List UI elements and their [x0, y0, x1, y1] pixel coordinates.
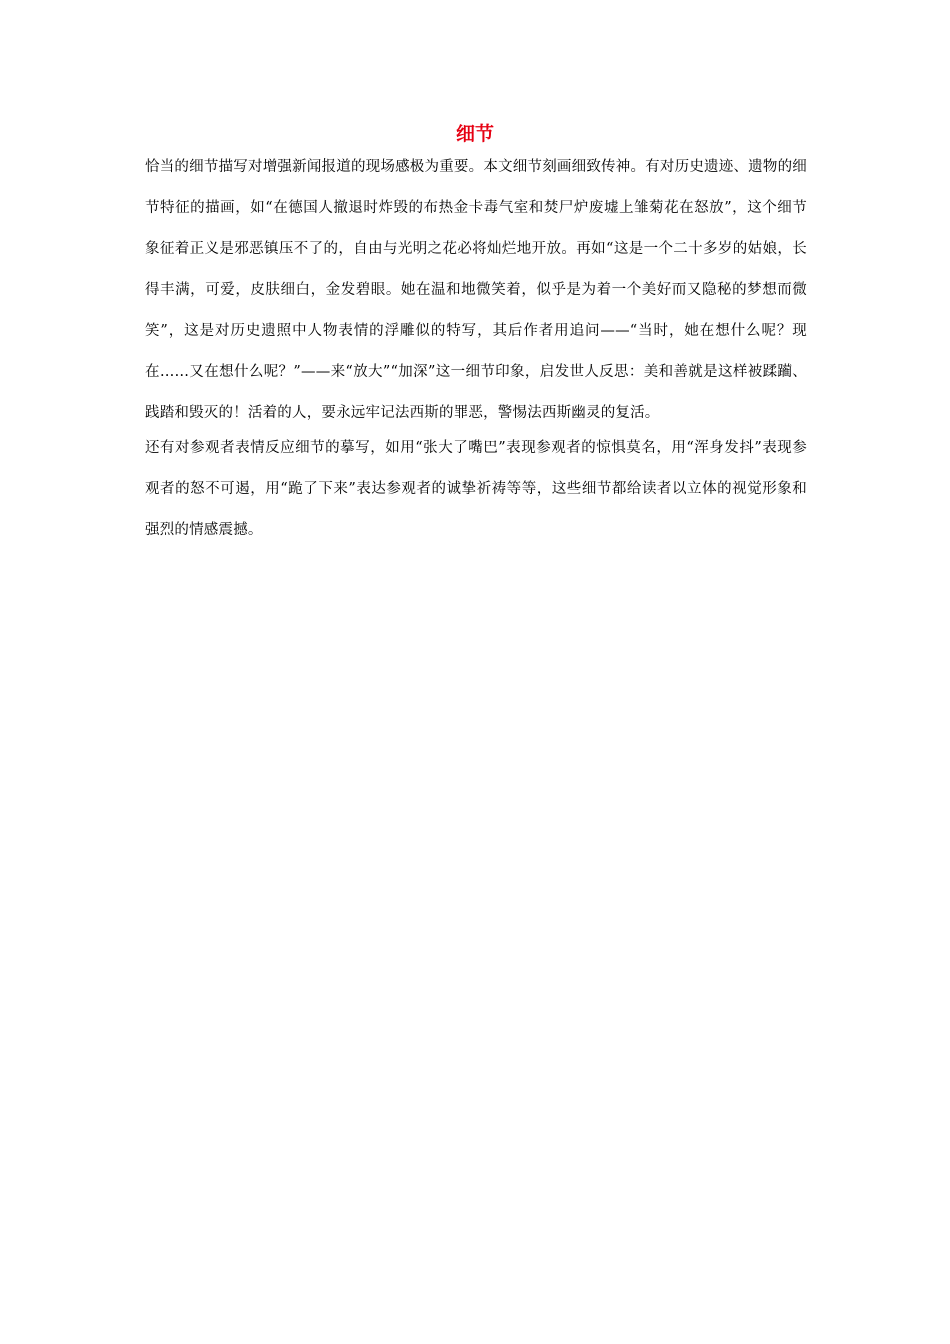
document-body: [145, 147, 807, 551]
paragraph-1: 恰当的细节描写对增强新闻报道的现场感极为重要。本文细节刻画细致传神。有对历史遗迹、遗物的细节特征的描画，如“在德国人撤退时炸毁的布热金卡毒气室和焚尸炉废墟上雏菊花在怒放”，这个细节象征着正义是邪恶镇压不了的，自由与光明之花必将灿烂地开放。再如“这是一个二十多岁的姑娘，长得丰满，可爱，皮肤细白，金发碧眼。她在温和地微笑着，似乎是为着一个美好而又隐秘的梦想而微笑”，这是对历史遗照中人物表情的浮雕似的特写，其后作者用追问——“当时，她在想什么呢？现在……又在想什么呢？”——来“放大”“加深”这一细节印象，启发世人反思：美和善就是这样被蹂躏、践踏和毁灭的！活着的人，要永远牢记法西斯的罪恶，警惕法西斯幽灵的复活。: [145, 159, 807, 421]
document-title: 细节: [455, 123, 494, 145]
paragraph-2: 还有对参观者表情反应细节的摹写，如用“张大了嘴巴”表现参观者的惊惧莫名，用“浑身发抖”表现参观者的怒不可遏，用“跪了下来”表达参观者的诚挚祈祷等等，这些细节都给读者以立体的视觉形象和强烈的情感震撼。: [145, 440, 807, 538]
